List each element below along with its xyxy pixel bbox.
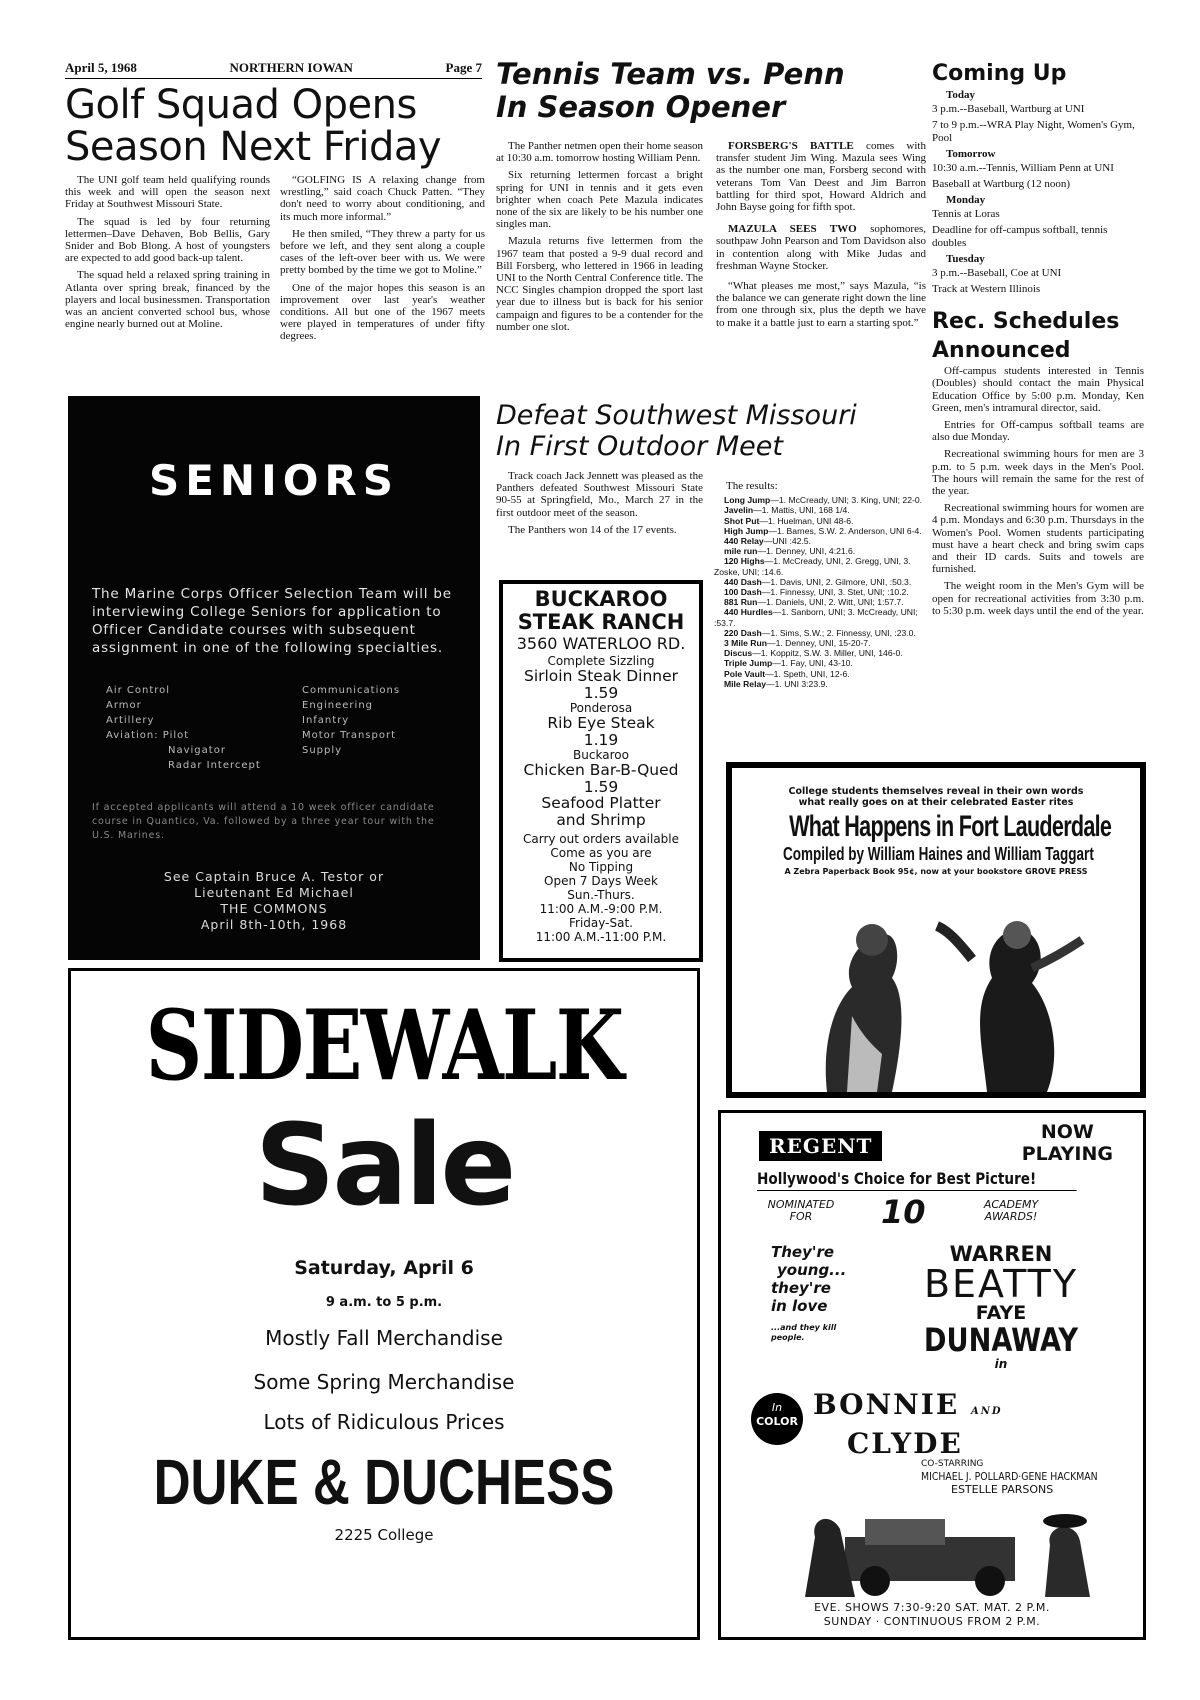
gangsters-car-photo: [745, 1503, 1125, 1597]
menu-line: 11:00 A.M.-11:00 P.M.: [535, 930, 667, 944]
costars: MICHAEL J. POLLARD·GENE HACKMAN: [921, 1470, 1098, 1483]
headline-line: Tennis Team vs. Penn: [496, 57, 845, 91]
event-name: Discus: [724, 648, 753, 659]
event-result: —1. Denney, UNI, 15-20-7.: [766, 638, 871, 649]
issue-date: April 5, 1968: [65, 60, 137, 75]
menu-line: 1.19: [583, 730, 619, 749]
fort-lauderdale-book-ad: [726, 762, 1146, 1098]
paragraph: The weight room in the Men's Gym will be open for recreational activities from 3:30 p.m. to 5:30 p.m. week days until the end of the year.: [932, 580, 1144, 617]
tagline-line: they're: [771, 1279, 831, 1297]
headline-line: In Season Opener: [496, 90, 786, 125]
event-name: 100 Dash: [724, 587, 762, 598]
result-item: [714, 658, 926, 668]
result-item: [714, 638, 926, 648]
store-address: 2225 College: [334, 1526, 434, 1544]
seniors-intro: The Marine Corps Officer Selection Team will be interviewing College Seniors for application to Officer Candidate courses with subsequent assignment in one of the following specialties.: [92, 586, 452, 656]
sidewalk-title: SIDEWALK: [145, 989, 623, 1102]
event-item: 3 p.m.--Baseball, Coe at UNI: [932, 266, 1062, 279]
now-playing: [1022, 1121, 1113, 1165]
contact-line: April 8th-10th, 1968: [200, 917, 348, 932]
event-name: Shot Put: [724, 515, 760, 526]
event-name: 440 Hurdles: [724, 607, 773, 618]
costars: ESTELLE PARSONS: [951, 1483, 1054, 1496]
menu-line: and Shrimp: [556, 810, 646, 829]
sale-line: Some Spring Merchandise: [253, 1370, 515, 1394]
menu-line: Buckaroo: [573, 748, 629, 762]
specialty: Navigator: [168, 745, 226, 756]
event-result: —1. Koppitz, S.W. 3. Miller, UNI, 146-0.: [752, 648, 903, 659]
event-item: Tennis at Loras: [932, 208, 1000, 221]
golf-headline: Golf Squad Opens Season Next Friday: [65, 82, 442, 170]
specialty: Communications: [302, 685, 401, 696]
nomination-count: 10: [881, 1193, 926, 1231]
showtimes: [721, 1601, 1143, 1629]
result-item: [714, 648, 926, 658]
color-label: COLOR: [756, 1415, 798, 1428]
coming-up-list: [932, 89, 1144, 295]
specialty: Infantry: [302, 715, 350, 726]
specialty: Radar Intercept: [168, 760, 261, 771]
marine-corps-ad: [68, 396, 480, 960]
star-name: FAYE: [975, 1302, 1027, 1324]
paragraph: The Panthers won 14 of the 17 events.: [508, 523, 677, 536]
paragraph: Mazula returns five lettermen from the 1967 team that posted a 9-9 dual record and Bill Forsberg, who lettered in 1966 in leading UNI to the North Central Conference title. The NCC Singles champion dropped the sport last year due to illness but is back for his senior campaign and figures to be a contender for the number one slot.: [496, 235, 703, 333]
menu-lines: [507, 654, 695, 944]
paragraph: The Panther netmen open their home season at 10:30 a.m. tomorrow hosting William Penn.: [496, 140, 703, 165]
menu-line: Seafood Platter: [541, 794, 661, 812]
specialty: Armor: [106, 700, 142, 711]
headline-line: In First Outdoor Meet: [496, 431, 783, 463]
title-word: CLYDE: [847, 1427, 963, 1460]
seniors-title: SENIORS: [148, 456, 399, 505]
in-color-badge: [751, 1393, 803, 1445]
showtime-line: EVE. SHOWS 7:30-9:20 SAT. MAT. 2 P.M.: [814, 1601, 1050, 1614]
menu-line: Complete Sizzling: [547, 654, 655, 668]
movie-tagline: [771, 1243, 866, 1343]
day-heading: Today: [946, 89, 975, 102]
event-name: Pole Vault: [724, 668, 766, 679]
specialty: Supply: [302, 745, 343, 756]
event-item: Deadline for off-campus softball, tennis doubles: [932, 224, 1108, 249]
coming-up-title: Coming Up: [932, 61, 1067, 86]
rec-body: [932, 365, 1144, 617]
paragraph: The squad held a relaxed spring training in Atlanta over spring break, financed by the players and local businessmen. Transportation was an ancient converted school bus, whose engine nearly burned out at Moline.: [65, 269, 270, 331]
event-item: Track at Western Illinois: [932, 282, 1041, 295]
event-name: 881 Run: [724, 597, 758, 608]
book-authors: Compiled by William Haines and William Taggart: [783, 844, 1094, 864]
tagline-line: young...: [777, 1261, 847, 1279]
specialty: Aviation: Pilot: [106, 730, 190, 741]
sidewalk-sale-ad: [68, 968, 700, 1640]
tennis-col-1: [496, 140, 703, 338]
star-name: DUNAWAY: [923, 1321, 1079, 1359]
menu-line: Sun.-Thurs.: [567, 888, 635, 902]
menu-line: Friday-Sat.: [569, 916, 633, 930]
sale-hours: 9 a.m. to 5 p.m.: [325, 1295, 443, 1310]
tagline: College students themselves reveal in their own words: [788, 786, 1084, 797]
book-title: What Happens in Fort Lauderdale: [789, 810, 1112, 843]
menu-line: Chicken Bar-B-Qued: [523, 761, 679, 779]
paragraph: He then smiled, “They threw a party for us before we left, and they sent along a couple cases of the left-over beer with us. We were pretty bombed by the time we got to Moline.”: [280, 227, 485, 277]
specialty: Motor Transport: [302, 730, 396, 741]
lead-in: FORSBERG'S BATTLE: [728, 140, 854, 152]
event-result: —1. Mattis, UNI, 168 1/4.: [753, 505, 850, 516]
paragraph: comes with transfer student Jim Wing. Mazula sees Wing as the number one man, Forsberg second with veterans Tom Van Deest and Jim Barron battling for third spot, Howard Aldrich and John Bayse going for fifth spot.: [716, 140, 926, 214]
seniors-note: If accepted applicants will attend a 10 week officer candidate course in Quantico, Va. followed by a three year tour with the U.S. Marines.: [92, 802, 435, 841]
color-label: In: [771, 1401, 783, 1414]
tagline-line: in love: [771, 1297, 828, 1315]
rec-headline: [932, 307, 1144, 365]
tennis-headline: [496, 58, 926, 125]
event-item: 7 to 9 p.m.--WRA Play Night, Women's Gym, Pool: [932, 119, 1135, 144]
costarring-label: CO-STARRING: [921, 1459, 984, 1469]
paragraph: Recreational swimming hours for women are 4 p.m. Mondays and 6:30 p.m. Thursdays in the Women's Pool. Women students participating must have a heart check and bring swim caps and their ID cards. Suits and towels are furnished.: [932, 502, 1144, 576]
paragraph: The squad is led by four returning lettermen–Dave Dehaven, Bob Bellis, Gary Snider and Bob Blong. A host of youngsters are expected to add good back-up talent.: [65, 215, 270, 265]
specialty: Artillery: [106, 715, 155, 726]
paragraph: Track coach Jack Jennett was pleased as the Panthers defeated Southwest Missouri State 90-55 at Springfield, Mo., March 27 in the first outdoor meet of the season.: [496, 470, 703, 519]
event-name: Mile Relay: [724, 678, 767, 689]
paragraph: The UNI golf team held qualifying rounds this week and will open the season next Friday at Southwest Missouri State.: [65, 174, 270, 211]
paper-name: NORTHERN IOWAN: [229, 60, 353, 75]
regent-theater-ad: [718, 1110, 1146, 1640]
result-item: [714, 516, 926, 526]
sale-line: Mostly Fall Merchandise: [265, 1326, 503, 1350]
event-name: mile run: [724, 546, 758, 557]
day-heading: Tomorrow: [946, 147, 996, 160]
buckaroo-steak-ranch-ad: [499, 580, 703, 962]
menu-line: Sirloin Steak Dinner: [523, 667, 679, 685]
event-result: —1. McCready, UNI; 3. King, UNI; 22-0.: [770, 495, 923, 506]
seniors-contact: [92, 869, 456, 933]
nominated-label: NOMINATED FOR: [767, 1198, 835, 1223]
result-item: [714, 505, 926, 515]
result-item: [714, 536, 926, 546]
menu-line: 11:00 A.M.-9:00 P.M.: [539, 902, 663, 916]
event-name: High Jump: [724, 525, 769, 536]
stars: [871, 1243, 1131, 1371]
event-result: —1. UNI 3:23.9.: [766, 678, 828, 689]
event-result: —1. Fay, UNI, 43-10.: [772, 658, 853, 669]
paragraph: Entries for Off-campus softball teams are also due Monday.: [932, 418, 1144, 444]
result-item: [714, 679, 926, 689]
results-label: The results:: [726, 480, 778, 492]
event-result: —1. Barnes, S.W. 2. Anderson, UNI 6-4.: [768, 525, 922, 536]
result-item: [714, 526, 926, 536]
golf-col-1: [65, 174, 270, 335]
event-name: 440 Dash: [724, 576, 762, 587]
sale-title: Sale: [254, 1101, 514, 1231]
result-item: [714, 669, 926, 679]
menu-line: Rib Eye Steak: [547, 714, 655, 732]
showtime-line: SUNDAY · CONTINUOUS FROM 2 P.M.: [823, 1615, 1041, 1628]
event-result: —1. Sims, S.W.; 2. Finnessy, UNI, :23.0.: [761, 627, 916, 638]
event-result: —1. Daniels, UNI, 2. Witt, UNI; 1:57.7.: [757, 597, 904, 608]
track-body: [496, 470, 703, 541]
title-word: AND: [970, 1406, 1003, 1417]
event-result: —1. Finnessy, UNI, 3. Stet, UNI; :10.2.: [761, 587, 909, 598]
sale-date: Saturday, April 6: [294, 1257, 474, 1279]
playing-label: PLAYING: [1021, 1143, 1113, 1165]
specialties-right: [302, 683, 400, 773]
result-item: [714, 546, 926, 556]
dancers-photo: [732, 902, 1140, 1092]
event-name: 120 Highs: [724, 556, 765, 567]
day-heading: Monday: [946, 194, 986, 207]
result-item: [714, 495, 926, 505]
restaurant-name: BUCKAROO: [534, 587, 668, 611]
movie-title: [813, 1389, 1003, 1460]
specialties-left: [92, 683, 302, 773]
restaurant-address: 3560 WATERLOO RD.: [516, 634, 686, 653]
menu-line: Carry out orders available: [523, 832, 679, 846]
event-result: —1. Huelman, UNI 48-6.: [759, 515, 854, 526]
event-result: —1. Denney, UNI, 4:21.6.: [757, 546, 856, 557]
page-number: Page 7: [445, 60, 482, 75]
result-item: [714, 587, 926, 597]
costarring: [921, 1459, 1129, 1496]
tagline: what really goes on at their celebrated Easter rites: [798, 797, 1074, 808]
event-item: Baseball at Wartburg (12 noon): [932, 177, 1071, 190]
result-item: [714, 607, 926, 627]
paragraph: Recreational swimming hours for men are 3 p.m. to 5 p.m. week days in the Men's Pool. The hours will remain the same for the rest of the year.: [932, 448, 1144, 497]
event-name: Long Jump: [724, 495, 771, 506]
lead-in: MAZULA SEES TWO: [728, 223, 857, 236]
contact-line: See Captain Bruce A. Testor or: [163, 869, 385, 884]
result-item: [714, 556, 926, 576]
now-label: NOW: [1040, 1121, 1094, 1143]
event-item: 10:30 a.m.--Tennis, William Penn at UNI: [932, 161, 1114, 174]
event-result: —1. Davis, UNI, 2. Gilmore, UNI, :50.3.: [761, 576, 912, 587]
page-header: [65, 60, 482, 79]
headline-line: Defeat Southwest Missouri: [496, 400, 857, 431]
contact-line: THE COMMONS: [220, 901, 328, 916]
menu-line: Come as you are: [550, 846, 652, 860]
in-label: in: [994, 1357, 1008, 1371]
event-name: 3 Mile Run: [724, 638, 767, 649]
headline-line: Announced: [932, 338, 1071, 364]
menu-line: Open 7 Days Week: [544, 874, 658, 888]
tagline-line: They're: [771, 1243, 835, 1261]
result-item: [714, 628, 926, 638]
sale-line: Lots of Ridiculous Prices: [263, 1410, 505, 1434]
paragraph: sophomores, southpaw John Pearson and Tom Davidson also in contention along with Mike Judas and freshman Wayne Stocker.: [716, 223, 926, 272]
menu-line: 1.59: [583, 683, 619, 702]
menu-line: 1.59: [583, 777, 619, 796]
event-name: 440 Relay: [724, 536, 764, 547]
golf-col-2: [280, 174, 485, 348]
menu-line: Ponderosa: [569, 701, 633, 715]
event-item: 3 p.m.--Baseball, Wartburg at UNI: [932, 103, 1085, 116]
star-name: WARREN: [949, 1242, 1053, 1266]
paragraph: Six returning lettermen forcast a bright spring for UNI in tennis and it gets even brighter when coach Pete Mazula indicates none of the six are likely to be his number one singles man.: [496, 169, 703, 231]
menu-line: No Tipping: [568, 860, 634, 874]
star-name: BEATTY: [923, 1262, 1079, 1306]
store-name: DUKE & DUCHESS: [153, 1446, 615, 1518]
tennis-col-2: [716, 140, 926, 334]
awards-label: ACADEMY AWARDS!: [983, 1198, 1039, 1223]
event-result: —1. McCready, UNI, 2. Gregg, UNI, 3. Zoske, UNI; :14.6.: [714, 556, 911, 577]
event-name: 220 Dash: [724, 627, 762, 638]
coming-up-column: [932, 62, 1144, 622]
event-name: Javelin: [724, 505, 754, 516]
result-item: [714, 597, 926, 607]
track-results: [714, 470, 926, 689]
headline-line: Rec. Schedules: [932, 309, 1120, 335]
event-result: —1. Sanborn, UNI; 3. McCready, UNI; :53.7.: [714, 607, 918, 628]
event-result: —UNI :42.5.: [763, 536, 811, 547]
results-list: [714, 495, 926, 689]
event-name: Triple Jump: [724, 658, 773, 669]
tagline-line: ...and they kill people.: [771, 1323, 837, 1342]
specialty: Air Control: [106, 685, 171, 696]
book-publisher: A Zebra Paperback Book 95¢, now at your bookstore GROVE PRESS: [784, 867, 1088, 876]
paragraph: “GOLFING IS A relaxing change from wrestling,” said coach Chuck Patten. “They don't need to worry about conditioning, and its much more informal.”: [280, 174, 485, 223]
contact-line: Lieutenant Ed Michael: [194, 885, 354, 900]
specialty: Engineering: [302, 700, 373, 711]
best-picture-tagline: Hollywood's Choice for Best Picture!: [757, 1169, 1077, 1191]
paragraph: Off-campus students interested in Tennis (Doubles) should contact the main Physical Education Office by 5:00 p.m. Monday, Ken Green, men's intramural director, said.: [932, 365, 1144, 414]
track-headline: [496, 400, 926, 462]
result-item: [714, 577, 926, 587]
paragraph: “What pleases me most,” says Mazula, “is the balance we can generate right down the line from one through six, plus the depth we have to make it a battle just to earn a starting spot.”: [716, 280, 926, 329]
theater-name: REGENT: [759, 1131, 882, 1161]
paragraph: One of the major hopes this season is an improvement over last year's weather conditions. All but one of the 1967 meets were played in temperatures of under fifty degrees.: [280, 281, 485, 343]
restaurant-name: STEAK RANCH: [517, 610, 685, 634]
day-heading: Tuesday: [946, 252, 985, 265]
event-result: —1. Speth, UNI, 12-6.: [765, 668, 850, 679]
title-word: BONNIE: [813, 1388, 960, 1421]
